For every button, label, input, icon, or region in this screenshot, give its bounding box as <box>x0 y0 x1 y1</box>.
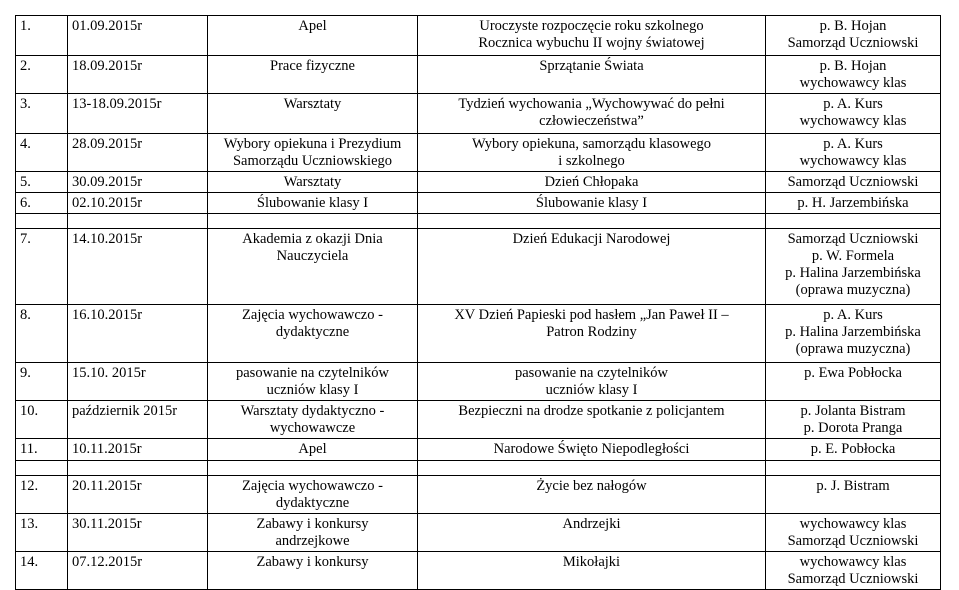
empty-cell <box>68 461 208 476</box>
row-date: 01.09.2015r <box>68 16 208 56</box>
row-number: 4. <box>16 134 68 172</box>
row-topic: XV Dzień Papieski pod hasłem „Jan Paweł II – Patron Rodziny <box>418 305 766 363</box>
table-row <box>16 229 941 305</box>
row-responsible: wychowawcy klas Samorząd Uczniowski <box>766 552 941 590</box>
row-topic: Narodowe Święto Niepodległości <box>418 439 766 461</box>
table-row <box>16 16 941 56</box>
row-responsible: p. E. Pobłocka <box>766 439 941 461</box>
row-responsible: Samorząd Uczniowski <box>766 172 941 193</box>
row-date: 13-18.09.2015r <box>68 94 208 134</box>
row-date: 20.11.2015r <box>68 476 208 514</box>
row-responsible: p. B. Hojan Samorząd Uczniowski <box>766 16 941 56</box>
row-date: 30.11.2015r <box>68 514 208 552</box>
row-number: 3. <box>16 94 68 134</box>
row-number: 9. <box>16 363 68 401</box>
row-form: Warsztaty <box>208 172 418 193</box>
row-form: Akademia z okazji Dnia Nauczyciela <box>208 229 418 305</box>
row-form: Wybory opiekuna i Prezydium Samorządu Uczniowskiego <box>208 134 418 172</box>
empty-cell <box>16 461 68 476</box>
row-topic: pasowanie na czytelników uczniów klasy I <box>418 363 766 401</box>
empty-cell <box>208 461 418 476</box>
row-number: 13. <box>16 514 68 552</box>
row-form: Apel <box>208 16 418 56</box>
row-topic: Ślubowanie klasy I <box>418 193 766 214</box>
row-date: 07.12.2015r <box>68 552 208 590</box>
empty-cell <box>68 214 208 229</box>
empty-cell <box>418 461 766 476</box>
row-form: Apel <box>208 439 418 461</box>
empty-cell <box>16 214 68 229</box>
table-row <box>16 363 941 401</box>
row-number: 7. <box>16 229 68 305</box>
row-number: 12. <box>16 476 68 514</box>
row-number: 2. <box>16 56 68 94</box>
schedule-body <box>16 16 941 590</box>
row-responsible: p. B. Hojan wychowawcy klas <box>766 56 941 94</box>
table-row <box>16 401 941 439</box>
table-row <box>16 439 941 461</box>
row-responsible: p. Jolanta Bistram p. Dorota Pranga <box>766 401 941 439</box>
row-responsible: p. A. Kurs p. Halina Jarzembińska (oprawa muzyczna) <box>766 305 941 363</box>
table-row <box>16 476 941 514</box>
row-number: 8. <box>16 305 68 363</box>
row-responsible: p. A. Kurs wychowawcy klas <box>766 134 941 172</box>
row-date: 28.09.2015r <box>68 134 208 172</box>
row-topic: Sprzątanie Świata <box>418 56 766 94</box>
row-date: 30.09.2015r <box>68 172 208 193</box>
table-row <box>16 172 941 193</box>
row-responsible: p. Ewa Pobłocka <box>766 363 941 401</box>
row-date: 10.11.2015r <box>68 439 208 461</box>
row-number: 1. <box>16 16 68 56</box>
table-row <box>16 56 941 94</box>
table-row <box>16 94 941 134</box>
row-date: 18.09.2015r <box>68 56 208 94</box>
row-topic: Życie bez nałogów <box>418 476 766 514</box>
row-topic: Wybory opiekuna, samorządu klasowego i szkolnego <box>418 134 766 172</box>
row-form: Zajęcia wychowawczo - dydaktyczne <box>208 305 418 363</box>
row-number: 6. <box>16 193 68 214</box>
empty-cell <box>766 461 941 476</box>
table-row <box>16 514 941 552</box>
row-topic: Mikołajki <box>418 552 766 590</box>
empty-cell <box>208 214 418 229</box>
row-date: 14.10.2015r <box>68 229 208 305</box>
row-date: 15.10. 2015r <box>68 363 208 401</box>
row-form: Zabawy i konkursy andrzejkowe <box>208 514 418 552</box>
row-form: Warsztaty <box>208 94 418 134</box>
table-row <box>16 552 941 590</box>
row-responsible: wychowawcy klas Samorząd Uczniowski <box>766 514 941 552</box>
table-row <box>16 305 941 363</box>
row-form: Prace fizyczne <box>208 56 418 94</box>
row-number: 5. <box>16 172 68 193</box>
row-topic: Bezpieczni na drodze spotkanie z policjantem <box>418 401 766 439</box>
empty-cell <box>418 214 766 229</box>
row-number: 11. <box>16 439 68 461</box>
row-number: 14. <box>16 552 68 590</box>
spacer-row <box>16 214 941 229</box>
row-responsible: p. H. Jarzembińska <box>766 193 941 214</box>
row-topic: Andrzejki <box>418 514 766 552</box>
row-form: pasowanie na czytelników uczniów klasy I <box>208 363 418 401</box>
row-form: Zajęcia wychowawczo - dydaktyczne <box>208 476 418 514</box>
row-form: Warsztaty dydaktyczno - wychowawcze <box>208 401 418 439</box>
row-date: 16.10.2015r <box>68 305 208 363</box>
row-topic: Dzień Chłopaka <box>418 172 766 193</box>
empty-cell <box>766 214 941 229</box>
row-form: Ślubowanie klasy I <box>208 193 418 214</box>
table-row <box>16 134 941 172</box>
row-responsible: p. J. Bistram <box>766 476 941 514</box>
row-topic: Tydzień wychowania „Wychowywać do pełni człowieczeństwa” <box>418 94 766 134</box>
row-date: październik 2015r <box>68 401 208 439</box>
row-number: 10. <box>16 401 68 439</box>
row-responsible: p. A. Kurs wychowawcy klas <box>766 94 941 134</box>
row-date: 02.10.2015r <box>68 193 208 214</box>
row-form: Zabawy i konkursy <box>208 552 418 590</box>
schedule-table <box>15 15 941 590</box>
spacer-row <box>16 461 941 476</box>
table-row <box>16 193 941 214</box>
row-topic: Dzień Edukacji Narodowej <box>418 229 766 305</box>
row-topic: Uroczyste rozpoczęcie roku szkolnego Rocznica wybuchu II wojny światowej <box>418 16 766 56</box>
row-responsible: Samorząd Uczniowski p. W. Formela p. Halina Jarzembińska (oprawa muzyczna) <box>766 229 941 305</box>
